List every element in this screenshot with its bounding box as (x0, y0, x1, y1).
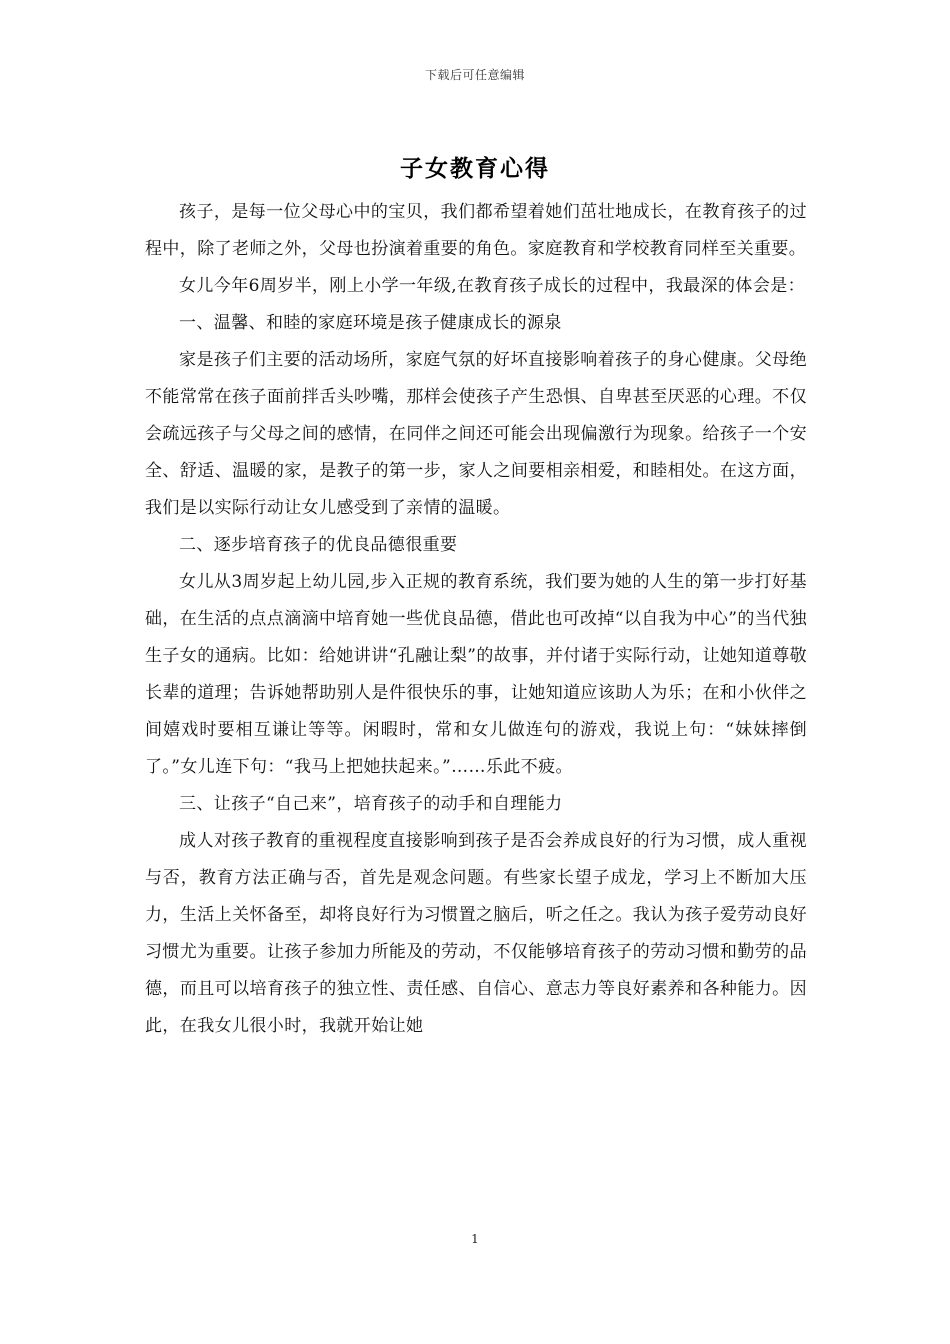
section-heading-1: 一、温馨、和睦的家庭环境是孩子健康成长的源泉 (179, 313, 562, 333)
section-heading-2: 二、逐步培育孩子的优良品德很重要 (179, 535, 458, 555)
document-title: 子女教育心得 (400, 155, 550, 182)
page-header-note: 下载后可任意编辑 (424, 68, 525, 82)
document-body (145, 194, 807, 1045)
paragraph-intro: 孩子，是每一位父母心中的宝贝，我们都希望着她们茁壮地成长，在教育孩子的过程中，除了老师之外，父母也扮演着重要的角色。家庭教育和学校教育同样至关重要。 (145, 202, 807, 259)
section-heading-3: 三、让孩子“自己来”，培育孩子的动手和自理能力 (179, 794, 563, 814)
paragraph-experience: 女儿今年6周岁半，刚上小学一年级,在教育孩子成长的过程中，我最深的体会是： (179, 276, 806, 296)
page-number: 1 (471, 1232, 479, 1246)
paragraph-family-environment: 家是孩子们主要的活动场所，家庭气氛的好坏直接影响着孩子的身心健康。父母绝不能常常在孩子面前拌舌头吵嘴，那样会使孩子产生恐惧、自卑甚至厌恶的心理。不仅会疏远孩子与父母之间的感情，在同伴之间还可能会出现偏激行为现象。给孩子一个安全、舒适、温暖的家，是教子的第一步，家人之间要相亲相爱，和睦相处。在这方面，我们是以实际行动让女儿感受到了亲情的温暖。 (145, 350, 807, 518)
paragraph-moral-character: 女儿从3周岁起上幼儿园,步入正规的教育系统，我们要为她的人生的第一步打好基础，在生活的点点滴滴中培育她一些优良品德，借此也可改掉“以自我为中心”的当代独生子女的通病。比如：给她讲讲“孔融让梨”的故事，并付诸于实际行动，让她知道尊敬长辈的道理；告诉她帮助别人是件很快乐的事，让她知道应该助人为乐；在和小伙伴之间嬉戏时要相互谦让等等。闲暇时，常和女儿做连句的游戏，我说上句：“妹妹摔倒了。”女儿连下句：“我马上把她扶起来。”……乐此不疲。 (145, 572, 807, 777)
paragraph-self-reliance: 成人对孩子教育的重视程度直接影响到孩子是否会养成良好的行为习惯，成人重视与否，教育方法正确与否，首先是观念问题。有些家长望子成龙，学习上不断加大压力，生活上关怀备至，却将良好行为习惯置之脑后，听之任之。我认为孩子爱劳动良好习惯尤为重要。让孩子参加力所能及的劳动，不仅能够培育孩子的劳动习惯和勤劳的品德，而且可以培育孩子的独立性、责任感、自信心、意志力等良好素养和各种能力。因此，在我女儿很小时，我就开始让她 (145, 831, 807, 1036)
